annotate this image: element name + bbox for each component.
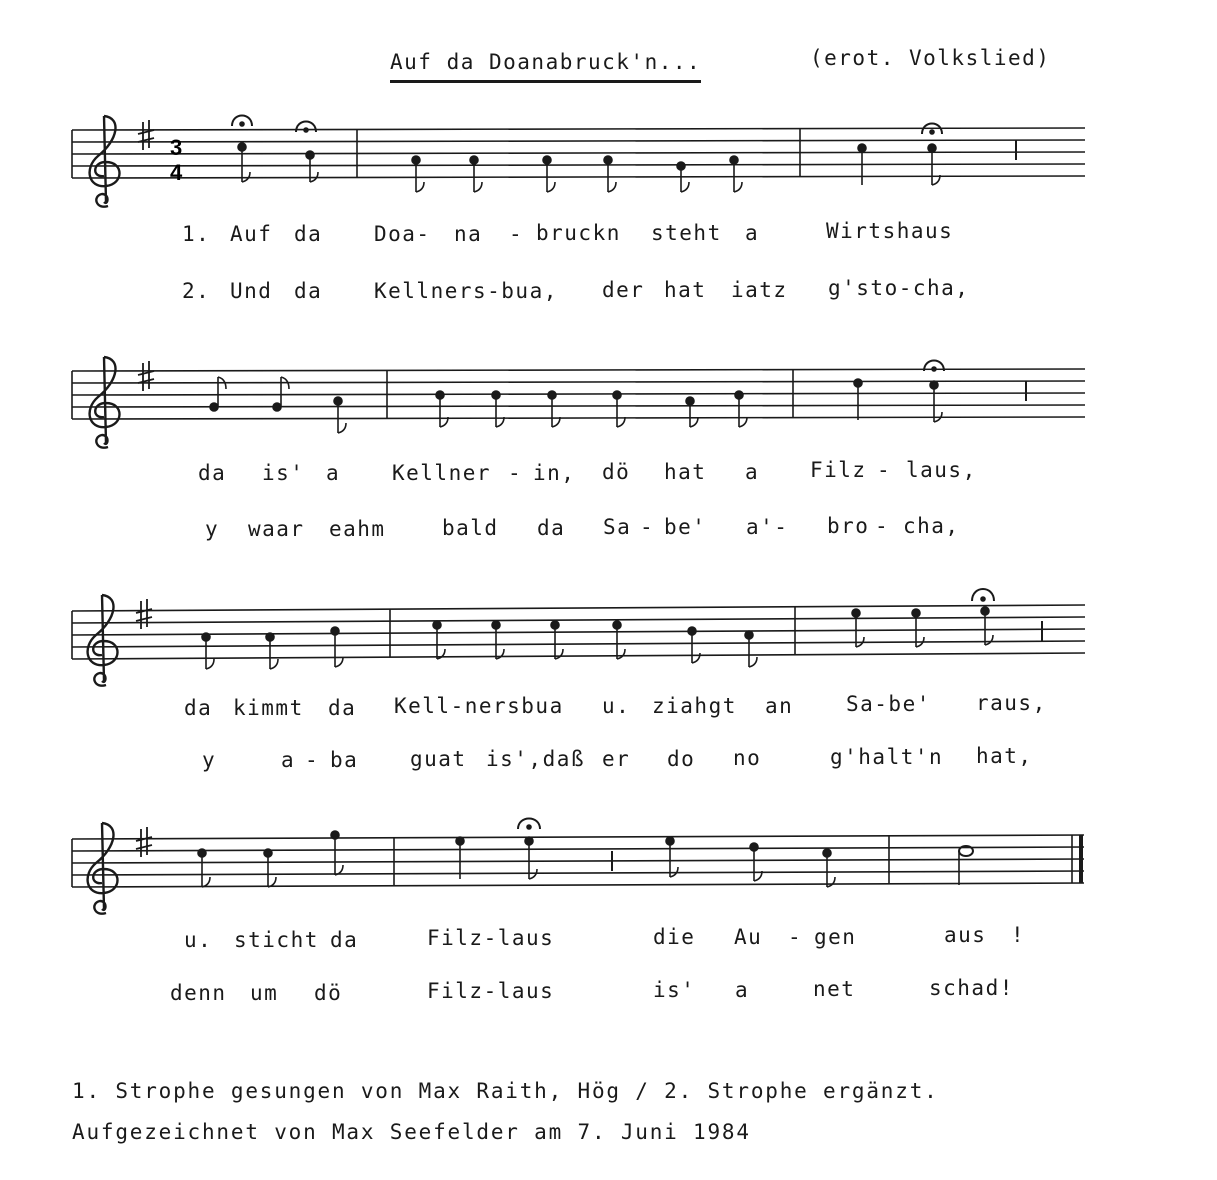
lyric: bruckn	[536, 221, 621, 245]
lyric: an	[765, 694, 794, 718]
lyric: is'	[262, 461, 305, 485]
lyric: er	[602, 747, 631, 771]
lyric: Und	[230, 279, 273, 303]
lyric: Filz-laus	[427, 926, 555, 950]
lyric: Doa-	[374, 222, 431, 246]
lyric: da	[537, 516, 566, 540]
treble-clef-icon	[88, 595, 118, 686]
lyric: da	[330, 928, 359, 952]
lyric: gen	[814, 925, 857, 949]
lyric: -	[509, 222, 524, 246]
lyric: a	[745, 460, 760, 484]
key-signature-sharp-icon	[136, 599, 152, 629]
lyric: steht	[651, 221, 722, 245]
lyric: 1.	[182, 222, 211, 246]
key-signature-sharp-icon	[136, 827, 152, 857]
lyric: da	[294, 279, 323, 303]
lyric: !	[1011, 923, 1026, 947]
lyric: da	[294, 222, 323, 246]
lyric: net	[813, 977, 856, 1001]
song-genre: (erot. Volkslied)	[810, 46, 1051, 70]
time-signature-bottom: 4	[170, 160, 183, 185]
lyric: ba	[330, 748, 359, 772]
lyric: schad!	[929, 976, 1014, 1000]
staff-system-4	[0, 803, 1217, 923]
lyric: hat	[664, 460, 707, 484]
lyric: bald	[442, 516, 499, 540]
lyric: -	[640, 515, 655, 539]
lyric: is',daß	[486, 747, 586, 771]
lyric: a	[745, 221, 760, 245]
lyric: dö	[314, 981, 343, 1005]
lyric: um	[250, 981, 279, 1005]
lyric: Kellners-bua,	[374, 279, 558, 303]
lyric: Sa-be'	[846, 692, 931, 716]
lyric: iatz	[731, 278, 788, 302]
lyric: Auf	[230, 222, 273, 246]
lyric: u.	[602, 694, 631, 718]
lyric: a	[281, 748, 296, 772]
lyric: na	[454, 222, 483, 246]
lyric: waar	[248, 517, 305, 541]
lyric: a	[326, 461, 341, 485]
lyric: -	[875, 514, 890, 538]
lyric: da	[198, 461, 227, 485]
lyric: g'halt'n	[830, 745, 944, 769]
lyric: Kell-nersbua	[394, 694, 564, 718]
lyric: die	[653, 925, 696, 949]
lyric: der	[602, 278, 645, 302]
treble-clef-icon	[88, 823, 118, 914]
key-signature-sharp-icon	[138, 120, 154, 150]
lyric: Au	[734, 925, 763, 949]
lyric: dö	[602, 460, 631, 484]
lyric: do	[667, 747, 696, 771]
lyric: hat,	[976, 744, 1033, 768]
lyric: 2.	[182, 279, 211, 303]
lyric: a'-	[746, 515, 789, 539]
lyric: hat	[664, 278, 707, 302]
lyric: kimmt	[233, 696, 304, 720]
lyric: cha,	[903, 514, 960, 538]
lyric: -	[508, 461, 523, 485]
lyric: -	[877, 458, 892, 482]
lyric: guat	[410, 747, 467, 771]
notes-system-4	[198, 819, 973, 888]
time-signature-top: 3	[170, 135, 183, 160]
staff-system-3	[0, 575, 1217, 695]
lyric: in,	[533, 461, 576, 485]
lyric: no	[733, 746, 762, 770]
lyric: a	[735, 978, 750, 1002]
staff-system-2	[0, 345, 1217, 465]
footer-recorded: Aufgezeichnet von Max Seefelder am 7. Juni 1984	[72, 1120, 751, 1144]
footer-credit: 1. Strophe gesungen von Max Raith, Hög / 2. Strophe ergänzt.	[72, 1079, 939, 1103]
lyric: aus	[944, 923, 987, 947]
lyric: ziahgt	[652, 694, 737, 718]
lyric: Sa	[603, 515, 632, 539]
lyric: da	[184, 696, 213, 720]
lyric: raus,	[976, 691, 1047, 715]
song-title: Auf da Doanabruck'n...	[390, 50, 701, 83]
lyric: -	[788, 925, 803, 949]
lyric: Kellner	[392, 461, 492, 485]
lyric: g'sto-cha,	[828, 276, 970, 300]
lyric: is'	[653, 978, 696, 1002]
lyric: da	[328, 696, 357, 720]
lyric: u.	[184, 928, 213, 952]
lyric: laus,	[906, 458, 977, 482]
notes-system-2	[210, 361, 1026, 434]
lyric: y	[205, 517, 220, 541]
lyric: be'	[664, 515, 707, 539]
lyric: -	[305, 748, 320, 772]
lyric: y	[202, 748, 217, 772]
staff-system-1	[0, 110, 1217, 230]
lyric: Filz-laus	[427, 979, 555, 1003]
lyric: Wirtshaus	[826, 219, 954, 243]
lyric: denn	[170, 981, 227, 1005]
lyric: eahm	[329, 517, 386, 541]
lyric: Filz	[810, 458, 867, 482]
key-signature-sharp-icon	[138, 361, 154, 391]
lyric: sticht	[234, 928, 319, 952]
lyric: bro	[827, 514, 870, 538]
